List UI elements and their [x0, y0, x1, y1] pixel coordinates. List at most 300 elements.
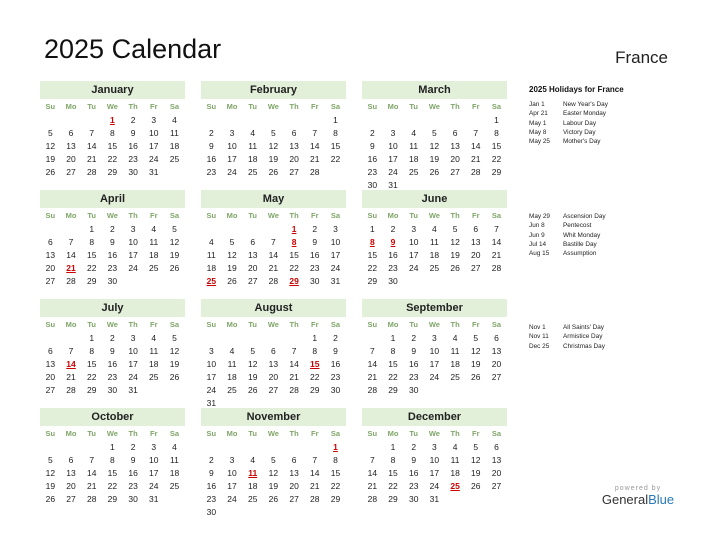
day-cell: 30: [107, 385, 118, 395]
day-cell: 6: [47, 237, 53, 247]
day-cell: 21: [367, 481, 378, 491]
holiday-date: May 29: [529, 213, 550, 220]
day-cell: 27: [66, 494, 76, 504]
day-cell: 12: [471, 346, 481, 356]
weekday-label: We: [267, 429, 279, 438]
day-cell: 1: [110, 442, 115, 452]
day-cell: 1: [369, 224, 375, 234]
day-cell: 10: [149, 455, 159, 465]
day-cell: 15: [107, 141, 118, 151]
day-cell: 15: [388, 359, 398, 369]
holiday-day-cell: 8: [291, 237, 297, 247]
weekday-row: [40, 209, 185, 223]
empty-day-cell: [61, 332, 82, 345]
holiday-item: [529, 231, 606, 240]
weekday-label: We: [267, 102, 279, 111]
day-cell: 16: [107, 359, 118, 369]
holiday-day-cell: 9: [390, 237, 396, 247]
empty-day-cell: [61, 441, 82, 454]
day-cell: 29: [107, 167, 118, 177]
day-cell: 2: [369, 128, 375, 138]
day-cell: 4: [208, 237, 214, 247]
empty-day-cell: [222, 441, 243, 454]
day-cell: 8: [333, 455, 338, 465]
holiday-name: Labour Day: [563, 119, 597, 127]
day-cell: 28: [86, 494, 97, 504]
day-grid: [362, 223, 507, 288]
month-header: July: [40, 299, 185, 317]
day-cell: 23: [107, 372, 118, 382]
month-header: November: [201, 408, 346, 426]
weekday-label: Fr: [311, 102, 319, 111]
day-cell: 23: [128, 154, 138, 164]
empty-day-cell: [362, 441, 383, 454]
day-cell: 19: [471, 468, 481, 478]
day-cell: 8: [390, 346, 396, 356]
empty-day-cell: [383, 114, 404, 127]
day-cell: 6: [291, 455, 297, 465]
holiday-day-cell: 1: [291, 224, 297, 234]
month-june: [362, 190, 507, 288]
empty-day-cell: [284, 114, 305, 127]
holiday-date: Jun 9: [529, 231, 545, 239]
holiday-name: Easter Monday: [563, 110, 606, 118]
day-cell: 18: [149, 359, 159, 369]
weekday-label: Fr: [150, 211, 158, 220]
day-cell: 16: [330, 359, 341, 369]
day-cell: 22: [86, 372, 97, 382]
day-cell: 20: [45, 372, 56, 382]
holiday-name: Armistice Day: [563, 333, 603, 341]
day-cell: 21: [471, 154, 481, 164]
day-cell: 21: [289, 372, 299, 382]
holiday-item: [529, 240, 606, 249]
day-cell: 17: [429, 359, 440, 369]
day-cell: 23: [128, 481, 138, 491]
day-cell: 1: [89, 333, 95, 343]
day-cell: 30: [408, 494, 419, 504]
empty-day-cell: [201, 114, 222, 127]
day-cell: 13: [289, 468, 299, 478]
empty-day-cell: [61, 114, 82, 127]
day-cell: 11: [149, 237, 159, 247]
weekday-row: [201, 209, 346, 223]
day-cell: 30: [128, 494, 138, 504]
weekday-label: Sa: [491, 429, 502, 438]
day-cell: 2: [130, 115, 136, 125]
day-cell: 20: [491, 359, 502, 369]
empty-day-cell: [304, 114, 325, 127]
weekday-label: Tu: [409, 102, 419, 111]
day-cell: 1: [312, 333, 318, 343]
day-grid: [40, 114, 185, 179]
holiday-date: Jan 1: [529, 101, 545, 108]
holiday-day-cell: 1: [333, 442, 338, 452]
day-cell: 16: [310, 250, 320, 260]
weekday-label: Mo: [387, 102, 399, 111]
day-cell: 10: [128, 346, 138, 356]
holiday-date: May 1: [529, 119, 547, 127]
weekday-label: We: [106, 211, 118, 220]
day-cell: 12: [471, 455, 481, 465]
day-cell: 7: [291, 346, 297, 356]
day-cell: 30: [107, 276, 118, 286]
day-cell: 9: [208, 468, 214, 478]
weekday-label: We: [428, 211, 440, 220]
month-header: October: [40, 408, 185, 426]
day-cell: 26: [450, 263, 460, 273]
day-cell: 26: [471, 372, 481, 382]
day-cell: 1: [494, 115, 499, 125]
weekday-label: Tu: [87, 320, 97, 329]
day-cell: 27: [45, 385, 56, 395]
day-cell: 10: [388, 141, 398, 151]
day-cell: 18: [206, 263, 217, 273]
day-cell: 18: [408, 154, 419, 164]
day-cell: 11: [227, 359, 237, 369]
weekday-label: Fr: [311, 320, 319, 329]
day-cell: 8: [110, 455, 115, 465]
weekday-label: Mo: [387, 320, 399, 329]
day-cell: 30: [388, 276, 398, 286]
day-cell: 24: [149, 481, 159, 491]
day-cell: 5: [452, 224, 458, 234]
day-cell: 18: [247, 154, 258, 164]
holiday-date: Apr 21: [529, 110, 548, 118]
day-cell: 29: [86, 385, 97, 395]
day-cell: 12: [450, 237, 460, 247]
day-cell: 12: [268, 141, 279, 151]
day-cell: 6: [452, 128, 458, 138]
day-cell: 2: [390, 224, 396, 234]
holiday-date: Nov 11: [529, 333, 549, 341]
day-cell: 17: [388, 154, 398, 164]
day-cell: 16: [367, 154, 378, 164]
day-cell: 11: [149, 346, 159, 356]
day-cell: 29: [310, 385, 320, 395]
day-cell: 9: [130, 455, 136, 465]
day-cell: 17: [149, 141, 159, 151]
day-cell: 8: [312, 346, 318, 356]
day-cell: 22: [388, 372, 398, 382]
holiday-name: Ascension Day: [563, 213, 606, 220]
holiday-name: Christmas Day: [563, 342, 605, 350]
day-cell: 5: [432, 128, 437, 138]
day-cell: 18: [450, 468, 460, 478]
day-cell: 26: [45, 494, 56, 504]
holiday-date: Nov 1: [529, 324, 546, 331]
month-march: [362, 81, 507, 192]
day-cell: 24: [429, 481, 440, 491]
day-cell: 8: [89, 346, 95, 356]
day-cell: 8: [110, 128, 115, 138]
day-cell: 1: [390, 442, 396, 452]
month-header: April: [40, 190, 185, 208]
holiday-day-cell: 8: [369, 237, 375, 247]
day-cell: 1: [390, 333, 396, 343]
day-cell: 19: [429, 154, 440, 164]
day-cell: 5: [172, 224, 177, 234]
weekday-label: We: [106, 102, 118, 111]
day-cell: 26: [169, 263, 180, 273]
empty-day-cell: [284, 332, 305, 345]
day-cell: 14: [491, 237, 502, 247]
empty-day-cell: [201, 332, 222, 345]
weekday-label: Tu: [87, 429, 97, 438]
day-cell: 17: [128, 359, 138, 369]
day-cell: 27: [491, 372, 502, 382]
day-cell: 28: [471, 167, 481, 177]
day-cell: 9: [312, 237, 318, 247]
day-cell: 29: [388, 385, 398, 395]
day-cell: 13: [471, 237, 481, 247]
day-cell: 4: [250, 128, 256, 138]
day-cell: 22: [86, 263, 97, 273]
day-cell: 14: [310, 468, 320, 478]
holiday-day-cell: 14: [66, 359, 76, 369]
day-cell: 31: [330, 276, 341, 286]
weekday-row: [40, 318, 185, 332]
day-cell: 9: [369, 141, 375, 151]
weekday-label: Th: [450, 320, 460, 329]
day-cell: 22: [367, 263, 378, 273]
weekday-label: Su: [367, 429, 378, 438]
day-cell: 13: [66, 141, 76, 151]
weekday-row: [201, 100, 346, 114]
holiday-name: Assumption: [563, 250, 597, 258]
day-cell: 26: [268, 167, 279, 177]
day-cell: 23: [367, 167, 378, 177]
day-cell: 3: [130, 224, 136, 234]
holiday-item: [529, 323, 605, 332]
day-cell: 15: [367, 250, 378, 260]
empty-day-cell: [304, 441, 325, 454]
day-cell: 12: [227, 250, 237, 260]
day-cell: 23: [408, 372, 419, 382]
day-cell: 17: [429, 468, 440, 478]
weekday-label: Fr: [311, 211, 319, 220]
day-cell: 20: [289, 154, 299, 164]
day-cell: 12: [429, 141, 440, 151]
weekday-label: Su: [206, 102, 217, 111]
day-cell: 29: [107, 494, 118, 504]
weekday-row: [362, 209, 507, 223]
empty-day-cell: [242, 114, 263, 127]
empty-day-cell: [284, 441, 305, 454]
day-cell: 26: [45, 167, 56, 177]
weekday-row: [201, 318, 346, 332]
day-cell: 21: [310, 154, 320, 164]
day-cell: 11: [409, 141, 419, 151]
day-cell: 2: [312, 224, 318, 234]
day-cell: 19: [45, 481, 56, 491]
weekday-label: Tu: [409, 429, 419, 438]
month-header: September: [362, 299, 507, 317]
day-cell: 14: [268, 250, 279, 260]
day-cell: 25: [169, 481, 180, 491]
empty-day-cell: [263, 441, 284, 454]
day-cell: 24: [149, 154, 159, 164]
day-cell: 18: [169, 468, 180, 478]
weekday-label: Fr: [472, 211, 480, 220]
day-cell: 20: [66, 481, 76, 491]
day-cell: 11: [206, 250, 216, 260]
day-cell: 13: [289, 141, 299, 151]
day-cell: 14: [310, 141, 320, 151]
day-cell: 12: [45, 141, 56, 151]
day-cell: 5: [250, 346, 256, 356]
day-cell: 4: [151, 224, 157, 234]
day-cell: 21: [66, 372, 76, 382]
day-cell: 18: [227, 372, 237, 382]
holiday-name: Bastille Day: [563, 240, 597, 248]
day-cell: 23: [408, 481, 419, 491]
day-cell: 21: [86, 481, 97, 491]
holiday-date: Jun 8: [529, 222, 545, 230]
weekday-label: Fr: [150, 320, 158, 329]
weekday-label: Su: [45, 429, 56, 438]
day-grid: [201, 223, 346, 288]
day-cell: 18: [169, 141, 180, 151]
day-cell: 28: [310, 167, 320, 177]
day-grid: [201, 332, 346, 410]
weekday-label: Th: [128, 211, 138, 220]
weekday-label: Sa: [330, 102, 341, 111]
weekday-label: Su: [367, 211, 378, 220]
day-grid: [40, 332, 185, 397]
holiday-item: [529, 137, 608, 146]
day-cell: 5: [172, 333, 177, 343]
day-grid: [201, 114, 346, 179]
weekday-label: Mo: [65, 211, 77, 220]
day-cell: 14: [66, 250, 76, 260]
month-header: March: [362, 81, 507, 99]
holiday-name: Mother's Day: [563, 138, 601, 146]
day-cell: 18: [149, 250, 159, 260]
weekday-label: Th: [450, 102, 460, 111]
holiday-name: New Year's Day: [563, 101, 608, 108]
day-cell: 9: [130, 128, 136, 138]
weekday-label: Tu: [248, 429, 258, 438]
day-cell: 18: [450, 359, 460, 369]
day-cell: 10: [128, 237, 138, 247]
country-label: France: [615, 48, 668, 67]
holiday-name: Victory Day: [563, 128, 596, 136]
day-cell: 19: [268, 154, 279, 164]
day-cell: 6: [47, 346, 53, 356]
day-cell: 30: [367, 180, 378, 190]
weekday-label: Th: [450, 429, 460, 438]
empty-day-cell: [424, 114, 445, 127]
day-cell: 16: [128, 141, 138, 151]
weekday-label: Sa: [169, 320, 180, 329]
day-cell: 17: [149, 468, 159, 478]
day-cell: 10: [149, 128, 159, 138]
day-cell: 9: [208, 141, 214, 151]
day-cell: 20: [247, 263, 258, 273]
day-cell: 19: [169, 250, 180, 260]
day-cell: 10: [330, 237, 341, 247]
day-cell: 3: [151, 115, 157, 125]
day-cell: 29: [330, 494, 341, 504]
holiday-item: [529, 128, 608, 137]
weekday-label: We: [267, 211, 279, 220]
day-cell: 19: [169, 359, 180, 369]
holiday-day-cell: 1: [110, 115, 115, 125]
day-cell: 17: [408, 250, 419, 260]
day-grid: [362, 332, 507, 397]
empty-day-cell: [40, 441, 61, 454]
empty-day-cell: [81, 441, 102, 454]
holiday-item: [529, 119, 608, 128]
day-cell: 9: [411, 346, 417, 356]
day-cell: 3: [333, 224, 338, 234]
day-cell: 27: [268, 385, 279, 395]
day-cell: 24: [128, 263, 138, 273]
day-cell: 28: [367, 494, 378, 504]
weekday-label: Su: [206, 429, 217, 438]
day-cell: 13: [491, 455, 502, 465]
day-cell: 11: [248, 141, 258, 151]
day-cell: 6: [291, 128, 297, 138]
day-cell: 4: [229, 346, 235, 356]
day-cell: 31: [128, 385, 138, 395]
empty-day-cell: [362, 332, 383, 345]
day-cell: 20: [289, 481, 299, 491]
weekday-label: Mo: [387, 429, 399, 438]
month-header: December: [362, 408, 507, 426]
day-cell: 15: [289, 250, 299, 260]
day-cell: 13: [247, 250, 258, 260]
day-cell: 2: [333, 333, 338, 343]
day-cell: 29: [388, 494, 398, 504]
day-cell: 7: [312, 128, 318, 138]
day-cell: 25: [408, 167, 419, 177]
day-cell: 31: [149, 167, 159, 177]
empty-day-cell: [242, 441, 263, 454]
day-cell: 21: [268, 263, 279, 273]
empty-day-cell: [263, 114, 284, 127]
day-cell: 25: [429, 263, 440, 273]
day-cell: 24: [206, 385, 217, 395]
day-cell: 24: [330, 263, 341, 273]
weekday-label: Fr: [150, 102, 158, 111]
day-cell: 28: [66, 276, 76, 286]
day-cell: 12: [45, 468, 56, 478]
day-cell: 7: [473, 128, 479, 138]
day-cell: 28: [268, 276, 279, 286]
empty-day-cell: [242, 332, 263, 345]
day-cell: 4: [432, 224, 437, 234]
empty-day-cell: [242, 223, 263, 236]
day-cell: 2: [411, 442, 417, 452]
month-header: August: [201, 299, 346, 317]
day-cell: 30: [128, 167, 138, 177]
day-cell: 6: [271, 346, 276, 356]
empty-day-cell: [465, 114, 486, 127]
empty-day-cell: [362, 114, 383, 127]
day-cell: 24: [227, 494, 237, 504]
page-title: 2025 Calendar: [44, 34, 222, 64]
day-cell: 3: [432, 442, 437, 452]
day-cell: 7: [68, 237, 74, 247]
empty-day-cell: [222, 332, 243, 345]
weekday-label: Sa: [169, 429, 180, 438]
weekday-label: Th: [128, 320, 138, 329]
day-cell: 30: [330, 385, 341, 395]
day-cell: 29: [367, 276, 378, 286]
weekday-label: Fr: [150, 429, 158, 438]
